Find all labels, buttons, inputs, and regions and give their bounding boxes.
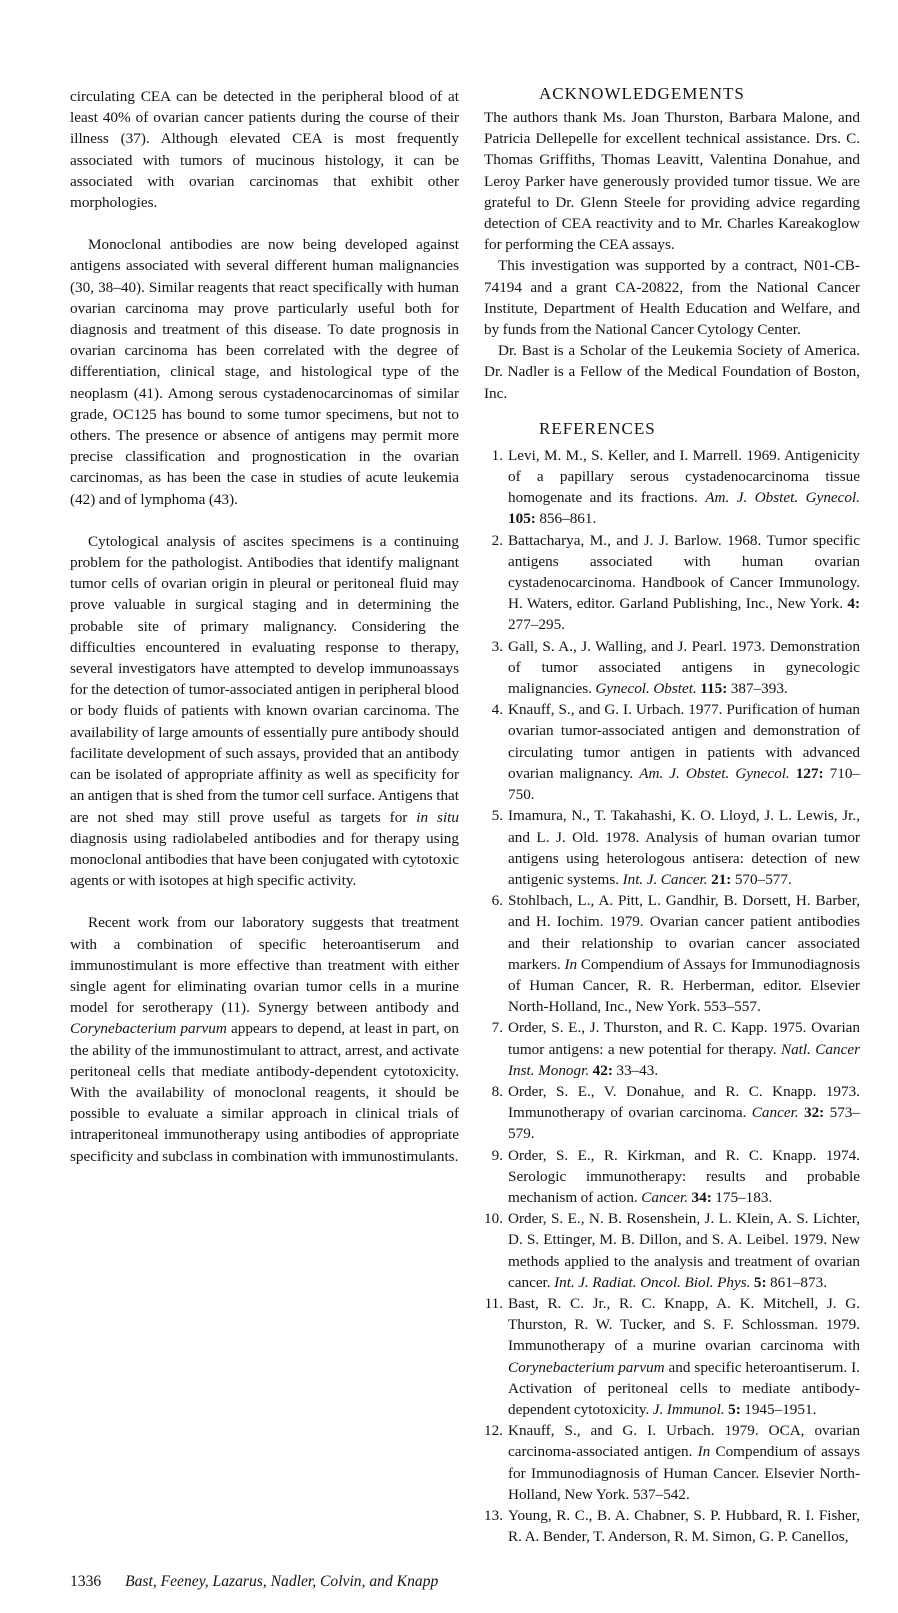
- reference-number: 8.: [491, 1082, 503, 1100]
- reference-item: [484, 530, 860, 636]
- reference-item: [484, 1081, 860, 1145]
- reference-text: [508, 890, 860, 1017]
- reference-number: 9.: [491, 1146, 503, 1164]
- bold-text: 4:: [847, 595, 860, 613]
- paragraph: [484, 340, 860, 404]
- text-segment: Battacharya, M., and J. J. Barlow. 1968. Tumor specific antigens associated with human ovarian cystadenocarcinoma. Handbook of Cancer Immunology. H. Waters, editor. Garland Publishing, Inc., New York.: [508, 531, 860, 613]
- text-segment: Order, S. E., J. Thurston, and R. C. Kapp. 1975. Ovarian tumor antigens: a new potential for therapy.: [508, 1019, 860, 1058]
- text-segment: Knauff, S., and G. I. Urbach. 1977. Purification of human ovarian tumor-associated antigen and demonstration of circulating tumor antigen in patients with advanced ovarian malignancy.: [508, 701, 860, 782]
- acknowledgements-heading: ACKNOWLEDGEMENTS: [539, 84, 745, 103]
- text-segment: Young, R. C., B. A. Chabner, S. P. Hubbard, R. I. Fisher, R. A. Bender, T. Anderson, R. M. Simon, G. P. Canellos,: [508, 1507, 860, 1546]
- right-column: [484, 83, 860, 1547]
- reference-text: [508, 1293, 860, 1420]
- text-segment: Compendium of assays for Immunodiagnosis of Human Cancer. Elsevier North-Holland, New York. 537–542.: [508, 1443, 860, 1503]
- reference-number: 10.: [484, 1210, 503, 1228]
- paragraph: [484, 255, 860, 340]
- paragraph: [70, 86, 459, 213]
- reference-number: 7.: [491, 1019, 503, 1037]
- reference-item: [484, 890, 860, 1017]
- reference-item: [484, 1145, 860, 1209]
- bold-text: 34:: [691, 1188, 712, 1206]
- bold-text: 21:: [711, 870, 732, 888]
- italic-text: Gynecol. Obstet.: [595, 680, 697, 698]
- italic-text: Int. J. Cancer.: [622, 870, 708, 888]
- two-column-body: [70, 86, 898, 1547]
- reference-text: [508, 699, 860, 805]
- reference-number: 11.: [484, 1294, 503, 1312]
- bold-text: 115:: [700, 680, 728, 698]
- reference-number: 5.: [491, 807, 503, 825]
- bold-text: 5:: [728, 1400, 741, 1418]
- bold-text: 32:: [803, 1104, 825, 1122]
- reference-item: [484, 699, 860, 805]
- text-segment: Dr. Bast is a Scholar of the Leukemia Society of America. Dr. Nadler is a Fellow of the Medical Foundation of Boston, Inc.: [484, 342, 860, 402]
- reference-item: [484, 1420, 860, 1505]
- italic-text: Corynebacterium parvum: [508, 1358, 665, 1376]
- bold-text: 42:: [592, 1061, 613, 1079]
- paragraph: [70, 912, 459, 1166]
- text-segment: diagnosis using radiolabeled antibodies and for therapy using monoclonal antibodies that have been conjugated with cytotoxic agents or with isotopes at high specific activity.: [70, 829, 459, 890]
- text-segment: The authors thank Ms. Joan Thurston, Barbara Malone, and Patricia Dellepelle for excellent technical assistance. Drs. C. Thomas Griffiths, Thomas Leavitt, Valentina Donahue, and Leroy Parker have generously provided tumor tissue. We are grateful to Dr. Glenn Steele for providing advice regarding detection of CEA reactivity and to Mr. Charles Kareakoglow for performing the CEA assays.: [484, 109, 860, 254]
- left-column: [70, 86, 459, 1167]
- reference-number: 6.: [491, 892, 503, 910]
- text-segment: 861–873.: [766, 1273, 828, 1291]
- text-segment: 277–295.: [508, 616, 565, 634]
- references-heading: REFERENCES: [539, 418, 656, 438]
- text-segment: 175–183.: [711, 1188, 773, 1206]
- reference-text: [508, 530, 860, 636]
- text-segment: Order, S. E., N. B. Rosenshein, J. L. Klein, A. S. Lichter, D. S. Ettinger, M. B. Dillon, and S. A. Leibel. 1979. New methods applied to the analysis and treatment of ovarian cancer.: [508, 1210, 860, 1291]
- italic-text: Corynebacterium parvum: [70, 1020, 227, 1038]
- reference-number: 3.: [491, 637, 503, 655]
- reference-item: [484, 1293, 860, 1420]
- italic-text: J. Immunol.: [652, 1400, 725, 1418]
- reference-text: [508, 636, 860, 700]
- text-segment: 573–579.: [508, 1104, 860, 1143]
- text-segment: 570–577.: [731, 870, 792, 888]
- reference-item: [484, 805, 860, 890]
- bold-text: 5:: [753, 1273, 767, 1291]
- reference-number: 2.: [491, 531, 503, 549]
- reference-item: [484, 1505, 860, 1547]
- reference-item: [484, 636, 860, 700]
- reference-number: 13.: [484, 1507, 503, 1524]
- reference-item: [484, 1208, 860, 1293]
- reference-text: [508, 1208, 860, 1293]
- text-segment: Imamura, N., T. Takahashi, K. O. Lloyd, J. L. Lewis, Jr., and L. J. Old. 1978. Analysis of human ovarian tumor antigens using heterologous antisera: detection of new antigenic systems.: [508, 807, 860, 888]
- bold-text: 127:: [795, 764, 824, 782]
- paragraph: [70, 234, 459, 510]
- text-segment: Monoclonal antibodies are now being developed against antigens associated with several different human malignancies (30, 38–40). Similar reagents that react specifically with human ovarian carcinoma may prove particularly useful both for diagnosis and treatment of this disease. To date prognosis in ovarian carcinoma has been correlated with the degree of differentiation, clinical stage, and histological type of the neoplasm (41). Among serous cystadenocarcinomas of similar grade, OC125 has bound to some tumor specimens, but not to others. The presence or absence of antigens may permit more precise classification and prognostication in the ovarian carcinomas, as has been the case in studies of acute leukemia (42) and of lymphoma (43).: [70, 236, 459, 508]
- text-segment: Order, S. E., V. Donahue, and R. C. Knapp. 1973. Immunotherapy of ovarian carcinoma.: [508, 1082, 860, 1122]
- text-segment: Recent work from our laboratory suggests that treatment with a combination of specific heteroantiserum and immunostimulant is more effective than treatment with either single agent for eliminating ovarian tumor cells in a murine model for serotherapy (11). Synergy between antibody and: [70, 914, 459, 1017]
- italic-text: Cancer.: [751, 1104, 799, 1122]
- reference-item: [484, 445, 860, 530]
- text-segment: and specific heteroantiserum. I. Activation of peritoneal cells to mediate antibody-dependent cytotoxicity.: [508, 1358, 860, 1418]
- italic-text: Int. J. Radiat. Oncol. Biol. Phys.: [554, 1273, 751, 1291]
- italic-text: in situ: [416, 808, 459, 826]
- text-segment: Levi, M. M., S. Keller, and I. Marrell. 1969. Antigenicity of a papillary serous cystadenocarcinoma tissue homogenate and its fractions.: [508, 446, 860, 507]
- text-segment: 387–393.: [727, 680, 788, 698]
- reference-item: [484, 1017, 860, 1081]
- reference-text: [508, 1505, 860, 1547]
- text-segment: Knauff, S., and G. I. Urbach. 1979. OCA, ovarian carcinoma-associated antigen.: [508, 1422, 860, 1461]
- text-segment: Gall, S. A., J. Walling, and J. Pearl. 1973. Demonstration of tumor associated antigens in gynecologic malignancies.: [508, 637, 860, 698]
- text-segment: Order, S. E., R. Kirkman, and R. C. Knapp. 1974. Serologic immunotherapy: results and probable mechanism of action.: [508, 1146, 860, 1206]
- paragraph: [484, 107, 860, 255]
- text-segment: 1945–1951.: [740, 1400, 817, 1418]
- reference-text: [508, 805, 860, 890]
- reference-number: 4.: [491, 701, 503, 719]
- text-segment: 33–43.: [612, 1061, 659, 1079]
- text-segment: appears to depend, at least in part, on the ability of the immunostimulant to attract, arrest, and activate peritoneal cells that mediate antibody-dependent cytotoxicity. With the availability of monoclonal reagents, it should be possible to evaluate a similar approach in clinical trials of intraperitoneal immunotherapy using antibodies of appropriate specificity and subclass in combination with immunostimulants.: [70, 1020, 459, 1165]
- text-segment: Compendium of Assays for Immunodiagnosis of Human Cancer, R. R. Herberman, editor. Elsevier North-Holland, Inc., New York. 553–557.: [508, 955, 860, 1016]
- text-segment: This investigation was supported by a contract, N01-CB-74194 and a grant CA-20822, from the National Cancer Institute, Department of Health Education and Welfare, and by funds from the National Cancer Cytology Center.: [484, 257, 860, 339]
- text-segment: Cytological analysis of ascites specimens is a continuing problem for the pathologist. Antibodies that identify malignant tumor cells of ovarian origin in pleural or peritoneal fluid may prove valuable in surgical staging and in determining the probable site of primary malignancy. Considering the difficulties encountered in evaluating response to therapy, several investigators have attempted to develop immunoassays for the detection of tumor-associated antigen in peripheral blood or body fluids of patients with known ovarian carcinoma. The availability of large amounts of essentially pure antibody should facilitate development of such assays, provided that an antibody can be isolated of appropriate affinity as well as specificity for an antigen that is shed from the tumor cell surface. Antigens that are not shed may still prove useful as targets for: [70, 532, 459, 826]
- text-segment: 710–750.: [508, 764, 861, 804]
- italic-text: Am. J. Obstet. Gynecol.: [639, 764, 790, 782]
- reference-text: [508, 1145, 860, 1209]
- bold-text: 105:: [508, 510, 536, 528]
- page-footer: [70, 1571, 898, 1613]
- reference-number: 12.: [484, 1422, 503, 1440]
- text-segment: Stohlbach, L., A. Pitt, L. Gandhir, B. Dorsett, H. Barber, and H. Iochim. 1979. Ovarian cancer patient antibodies and their relationship to ovarian cancer associated markers.: [508, 892, 860, 973]
- reference-number: 1.: [491, 446, 503, 464]
- italic-text: Natl. Cancer Inst. Monogr.: [508, 1040, 860, 1079]
- reference-list: [484, 445, 860, 1548]
- text-segment: circulating CEA can be detected in the peripheral blood of at least 40% of ovarian cancer patients during the course of their illness (37). Although elevated CEA is most frequently associated with tumors of mucinous histology, it can be associated with ovarian carcinomas that exhibit other morphologies.: [70, 88, 459, 212]
- italic-text: In: [564, 955, 578, 973]
- italic-text: In: [697, 1443, 711, 1461]
- text-segment: Bast, R. C. Jr., R. C. Knapp, A. K. Mitchell, J. G. Thurston, R. W. Tucker, and S. F. Schlossman. 1979. Immunotherapy of a murine ovarian carcinoma with: [508, 1294, 860, 1355]
- reference-text: [508, 1081, 860, 1145]
- italic-text: Am. J. Obstet. Gynecol.: [705, 489, 861, 507]
- text-segment: 856–861.: [535, 510, 597, 528]
- page-number: 1336: [70, 1573, 102, 1591]
- italic-text: Cancer.: [641, 1188, 689, 1206]
- reference-text: [508, 445, 860, 530]
- reference-text: [508, 1420, 860, 1505]
- acknowledgements-body: [484, 107, 860, 404]
- reference-text: [508, 1017, 860, 1081]
- paragraph: [70, 531, 459, 891]
- running-authors: Bast, Feeney, Lazarus, Nadler, Colvin, and Knapp: [125, 1573, 439, 1591]
